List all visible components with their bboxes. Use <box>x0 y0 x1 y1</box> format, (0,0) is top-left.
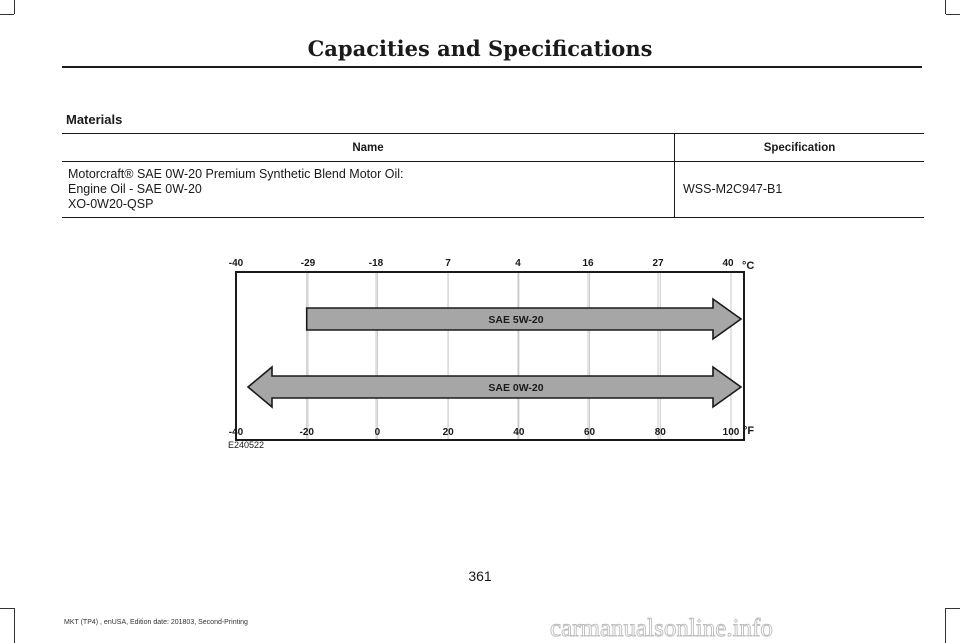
page-number: 361 <box>468 568 492 584</box>
chart-gridlines <box>307 273 731 439</box>
fahrenheit-tick-label: -40 <box>228 427 244 438</box>
chart-frame <box>236 272 744 440</box>
watermark <box>548 612 948 642</box>
celsius-tick-label: -40 <box>228 258 244 269</box>
celsius-tick-label: -18 <box>368 258 384 269</box>
celsius-unit-label: °C <box>742 260 755 272</box>
material-name-line: Engine Oil - SAE 0W-20 <box>68 182 202 196</box>
material-name-cell <box>62 162 675 218</box>
crop-mark-bottom-left <box>0 608 14 609</box>
fahrenheit-tick-label: -20 <box>299 427 314 438</box>
fahrenheit-tick-labels <box>229 427 740 438</box>
crop-mark-bottom-right <box>946 608 960 609</box>
celsius-tick-label: 40 <box>722 258 734 269</box>
celsius-tick-label: 4 <box>515 258 521 269</box>
header-rule <box>62 66 922 68</box>
section-title: Materials <box>66 112 123 127</box>
column-header-name: Name <box>62 134 675 162</box>
grade-label: SAE 0W-20 <box>488 382 544 394</box>
fahrenheit-tick-label: 0 <box>374 427 381 438</box>
column-header-specification: Specification <box>675 134 925 162</box>
materials-table <box>62 133 924 218</box>
material-name-line: XO-0W20-QSP <box>68 197 154 211</box>
celsius-tick-label: 7 <box>445 258 451 269</box>
celsius-tick-labels <box>229 258 734 269</box>
crop-mark-top-right <box>945 0 946 14</box>
celsius-tick-label: -29 <box>300 258 316 269</box>
crop-mark-top-left <box>14 0 15 14</box>
crop-mark-top-right <box>946 14 960 15</box>
material-name-line: Motorcraft® SAE 0W-20 Premium Synthetic Blend Motor Oil: <box>68 167 404 181</box>
fahrenheit-unit-label: °F <box>743 425 755 437</box>
fahrenheit-tick-label: 60 <box>584 427 596 438</box>
fahrenheit-tick-label: 40 <box>513 427 525 438</box>
fahrenheit-tick-label: 100 <box>722 427 740 438</box>
fahrenheit-tick-label: 20 <box>442 427 454 438</box>
table-row <box>62 162 924 218</box>
figure-id: E240522 <box>228 440 265 450</box>
celsius-tick-label: 16 <box>582 258 594 269</box>
footer-edition-text: MKT (TP4) , enUSA, Edition date: 201803, Second-Printing <box>64 619 248 626</box>
fahrenheit-tick-label: 80 <box>654 427 666 438</box>
material-specification-cell: WSS-M2C947-B1 <box>675 162 925 218</box>
table-header-row <box>62 134 924 162</box>
crop-mark-bottom-left <box>14 608 15 643</box>
watermark-text: carmanualsonline.info <box>550 615 773 642</box>
oil-viscosity-temperature-chart <box>226 248 766 458</box>
grade-label: SAE 5W-20 <box>488 314 544 326</box>
celsius-tick-label: 27 <box>652 258 664 269</box>
crop-mark-top-left <box>0 14 14 15</box>
grade-arrows <box>248 299 741 407</box>
page-header-title: Capacities and Specifications <box>307 36 653 61</box>
